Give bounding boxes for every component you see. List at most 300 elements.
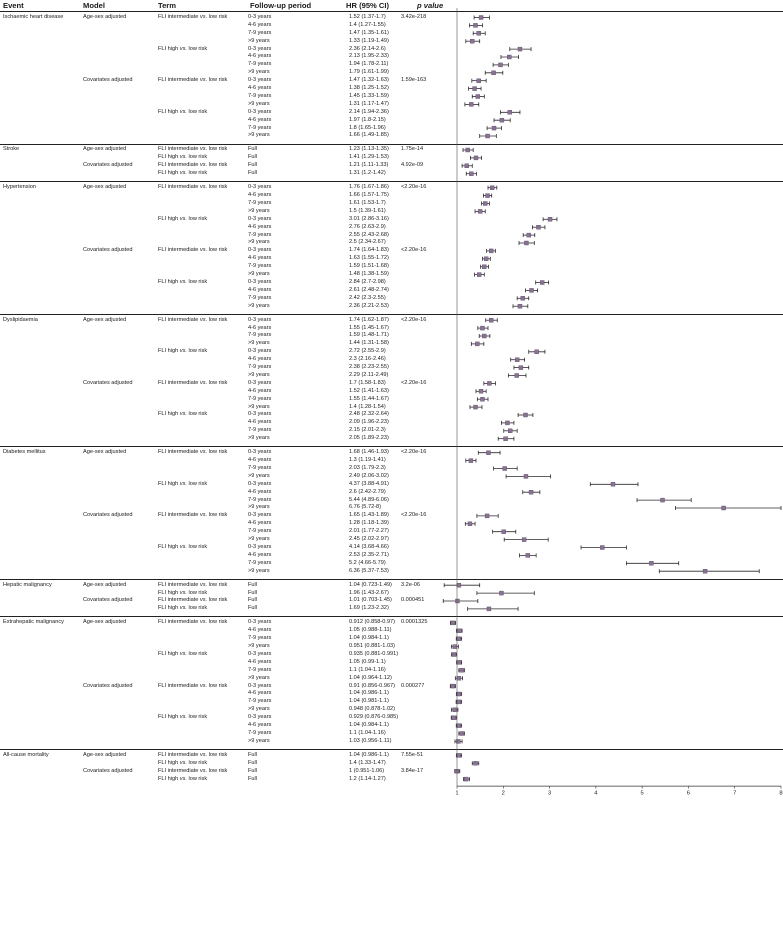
model-label: Covariates adjusted bbox=[83, 682, 133, 689]
hr-point bbox=[457, 692, 461, 696]
followup-period: 7-9 years bbox=[248, 29, 272, 36]
followup-period: 0-3 years bbox=[248, 650, 272, 657]
hr-ci-value: 1.04 (0.986-1.1) bbox=[349, 690, 389, 697]
term-label: FLI intermediate vs. low risk bbox=[158, 379, 228, 386]
hr-ci-value: 1.47 (1.35-1.61) bbox=[349, 29, 389, 36]
followup-period: 4-6 years bbox=[248, 53, 272, 60]
followup-period: 0-3 years bbox=[248, 13, 272, 20]
hr-point bbox=[504, 437, 508, 441]
header-term: Term bbox=[158, 1, 177, 10]
hr-point bbox=[469, 459, 473, 463]
hr-ci-value: 1.23 (1.13-1.35) bbox=[349, 146, 389, 153]
hr-ci-value: 1.28 (1.18-1.39) bbox=[349, 520, 389, 527]
hr-point bbox=[492, 126, 496, 130]
followup-period: 4-6 years bbox=[248, 192, 272, 198]
hr-point bbox=[484, 257, 488, 261]
hr-ci-value: 0.912 (0.858-0.97) bbox=[349, 619, 396, 626]
hr-point bbox=[515, 374, 519, 378]
term-label: FLI high vs. low risk bbox=[158, 480, 208, 487]
hr-point bbox=[524, 413, 528, 417]
hr-point bbox=[469, 172, 473, 176]
hr-point bbox=[529, 490, 533, 494]
event-label: Diabetes mellitus bbox=[3, 449, 46, 456]
hr-point bbox=[452, 716, 456, 720]
followup-period: 0-3 years bbox=[248, 215, 272, 222]
hr-ci-value: 2.09 (1.96-2.23) bbox=[349, 419, 389, 426]
p-value: <2.20e-16 bbox=[401, 316, 427, 323]
hr-ci-value: 2.36 (2.14-2.6) bbox=[349, 45, 386, 52]
hr-point bbox=[457, 676, 461, 680]
hr-point bbox=[457, 583, 461, 587]
hr-point bbox=[530, 288, 534, 292]
followup-period: Full bbox=[248, 605, 258, 612]
term-label: FLI intermediate vs. low risk bbox=[158, 162, 228, 169]
followup-period: >9 years bbox=[248, 132, 270, 139]
hr-ci-value: 2.38 (2.23-2.55) bbox=[349, 364, 389, 370]
term-label: FLI intermediate vs. low risk bbox=[158, 512, 228, 519]
hr-ci-value: 2.55 (2.43-2.68) bbox=[349, 231, 389, 238]
followup-period: 4-6 years bbox=[248, 286, 272, 293]
followup-period: 4-6 years bbox=[248, 387, 272, 394]
hr-point bbox=[477, 31, 481, 35]
hr-ci-value: 1.52 (1.37-1.7) bbox=[349, 13, 386, 20]
hr-ci-value: 1.45 (1.33-1.59) bbox=[349, 92, 389, 99]
model-label: Age-sex adjusted bbox=[83, 619, 127, 626]
hr-point bbox=[468, 522, 472, 526]
hr-ci-value: 1.94 (1.78-2.11) bbox=[349, 61, 389, 68]
hr-point bbox=[479, 16, 483, 20]
followup-period: 0-3 years bbox=[248, 316, 272, 323]
p-value: <2.20e-16 bbox=[401, 512, 427, 519]
hr-point bbox=[457, 753, 461, 757]
x-tick-label: 1 bbox=[455, 790, 459, 797]
hr-point bbox=[460, 668, 464, 672]
term-label: FLI high vs. low risk bbox=[158, 759, 208, 766]
hr-point bbox=[489, 318, 493, 322]
followup-period: 7-9 years bbox=[248, 124, 272, 131]
hr-ci-value: 2.15 (2.01-2.3) bbox=[349, 427, 386, 434]
hr-ci-value: 5.2 (4.66-5.79) bbox=[349, 559, 386, 566]
hr-point bbox=[460, 732, 464, 736]
model-label: Covariates adjusted bbox=[83, 597, 133, 604]
followup-period: 7-9 years bbox=[248, 635, 272, 642]
hr-ci-value: 1.96 (1.43-2.67) bbox=[349, 589, 389, 596]
hr-ci-value: 1.61 (1.53-1.7) bbox=[349, 199, 386, 206]
hr-point bbox=[518, 47, 522, 51]
followup-period: 4-6 years bbox=[248, 457, 272, 463]
hr-point bbox=[487, 381, 491, 385]
hr-ci-value: 1.63 (1.55-1.72) bbox=[349, 255, 389, 262]
followup-period: Full bbox=[248, 589, 258, 596]
hr-point bbox=[464, 777, 468, 781]
hr-ci-value: 1.1 (1.04-1.16) bbox=[349, 729, 386, 736]
term-label: FLI high vs. low risk bbox=[158, 411, 208, 418]
p-value: <2.20e-16 bbox=[401, 247, 427, 254]
followup-period: 0-3 years bbox=[248, 348, 272, 355]
hr-point bbox=[478, 209, 482, 213]
hr-ci-value: 1.03 (0.956-1.11) bbox=[349, 737, 392, 744]
hr-ci-value: 1.4 (1.27-1.55) bbox=[349, 21, 386, 28]
followup-period: >9 years bbox=[248, 207, 270, 214]
hr-point bbox=[703, 569, 707, 573]
followup-period: Full bbox=[248, 146, 258, 153]
hr-point bbox=[474, 156, 478, 160]
term-label: FLI intermediate vs. low risk bbox=[158, 597, 228, 604]
term-label: FLI high vs. low risk bbox=[158, 278, 208, 285]
followup-period: 0-3 years bbox=[248, 714, 272, 721]
event-label: Stroke bbox=[3, 146, 20, 153]
model-label: Age-sex adjusted bbox=[83, 146, 127, 153]
x-tick-label: 6 bbox=[686, 790, 691, 797]
hr-ci-value: 1.59 (1.48-1.71) bbox=[349, 332, 389, 339]
hr-point bbox=[487, 607, 491, 611]
followup-period: 4-6 years bbox=[248, 488, 272, 495]
hr-ci-value: 0.951 (0.881-1.03) bbox=[349, 643, 396, 649]
hr-ci-value: 0.935 (0.881-0.991) bbox=[349, 650, 399, 657]
hr-ci-value: 1.04 (0.986-1.1) bbox=[349, 751, 389, 758]
p-value: 3.84e-17 bbox=[401, 767, 424, 774]
hr-point bbox=[502, 530, 506, 534]
event-label: Ischaemic heart disease bbox=[3, 13, 64, 20]
followup-period: 4-6 years bbox=[248, 551, 272, 558]
followup-period: 4-6 years bbox=[248, 116, 272, 123]
hr-point bbox=[524, 241, 528, 245]
hr-point bbox=[611, 482, 615, 486]
hr-ci-value: 1.04 (0.964-1.12) bbox=[349, 674, 392, 681]
hr-point bbox=[452, 653, 456, 657]
hr-ci-value: 1.31 (1.17-1.47) bbox=[349, 100, 389, 107]
followup-period: 0-3 years bbox=[248, 512, 272, 519]
followup-period: Full bbox=[248, 759, 258, 766]
followup-period: Full bbox=[248, 751, 258, 758]
followup-period: 7-9 years bbox=[248, 199, 272, 206]
hr-ci-value: 2.76 (2.63-2.9) bbox=[349, 223, 386, 230]
x-tick-label: 7 bbox=[733, 790, 737, 797]
hr-point bbox=[485, 514, 489, 518]
followup-period: 0-3 years bbox=[248, 543, 272, 550]
term-label: FLI intermediate vs. low risk bbox=[158, 247, 228, 254]
hr-point bbox=[508, 110, 512, 114]
hr-ci-value: 2.61 (2.48-2.74) bbox=[349, 286, 389, 293]
model-label: Covariates adjusted bbox=[83, 162, 133, 169]
hr-ci-value: 1 (0.951-1.06) bbox=[349, 767, 385, 774]
model-label: Age-sex adjusted bbox=[83, 581, 127, 588]
hr-point bbox=[499, 591, 503, 595]
followup-period: 4-6 years bbox=[248, 255, 272, 262]
hr-ci-value: 1.04 (0.981-1.1) bbox=[349, 698, 389, 705]
followup-period: >9 years bbox=[248, 472, 270, 479]
header-followup: Follow-up period bbox=[250, 1, 312, 10]
followup-period: Full bbox=[248, 767, 258, 774]
term-label: FLI intermediate vs. low risk bbox=[158, 449, 228, 456]
hr-point bbox=[457, 637, 461, 641]
hr-ci-value: 1.04 (0.984-1.1) bbox=[349, 635, 389, 642]
followup-period: 4-6 years bbox=[248, 722, 272, 728]
hr-point bbox=[455, 599, 459, 603]
hr-point bbox=[482, 334, 486, 338]
hr-ci-value: 0.91 (0.856-0.967) bbox=[349, 682, 396, 689]
x-tick-label: 3 bbox=[547, 790, 552, 797]
p-value: 1.75e-14 bbox=[401, 146, 424, 153]
followup-period: 7-9 years bbox=[248, 395, 272, 402]
followup-period: >9 years bbox=[248, 100, 270, 107]
header-pvalue: p value bbox=[417, 1, 444, 10]
hr-point bbox=[600, 546, 604, 550]
term-label: FLI high vs. low risk bbox=[158, 543, 208, 550]
hr-point bbox=[477, 79, 481, 83]
header-hr: HR (95% CI) bbox=[346, 1, 390, 10]
term-label: FLI intermediate vs. low risk bbox=[158, 682, 228, 689]
model-label: Age-sex adjusted bbox=[83, 449, 127, 456]
hr-ci-value: 2.6 (2.42-2.79) bbox=[349, 488, 386, 495]
followup-period: >9 years bbox=[248, 706, 270, 713]
hr-ci-value: 0.929 (0.876-0.985) bbox=[349, 714, 399, 721]
header-model: Model bbox=[83, 1, 105, 10]
event-label: All-cause mortality bbox=[3, 751, 49, 758]
followup-period: 0-3 years bbox=[248, 108, 272, 115]
followup-period: 4-6 years bbox=[248, 520, 272, 527]
hr-point bbox=[483, 202, 487, 206]
model-label: Covariates adjusted bbox=[83, 379, 133, 386]
followup-period: 7-9 years bbox=[248, 528, 272, 535]
hr-ci-value: 1.8 (1.65-1.96) bbox=[349, 124, 386, 131]
hr-ci-value: 2.45 (2.02-2.97) bbox=[349, 536, 389, 542]
term-label: FLI high vs. low risk bbox=[158, 154, 208, 161]
followup-period: Full bbox=[248, 154, 258, 161]
hr-ci-value: 4.37 (3.88-4.91) bbox=[349, 480, 389, 487]
followup-period: >9 years bbox=[248, 371, 270, 378]
followup-period: 7-9 years bbox=[248, 427, 272, 434]
p-value: 0.000451 bbox=[401, 597, 425, 604]
hr-point bbox=[451, 684, 455, 688]
followup-period: 4-6 years bbox=[248, 324, 272, 331]
hr-ci-value: 1.74 (1.64-1.83) bbox=[349, 247, 389, 254]
p-value: <2.20e-16 bbox=[401, 379, 427, 386]
followup-period: >9 years bbox=[248, 674, 270, 681]
followup-period: 4-6 years bbox=[248, 21, 272, 28]
followup-period: 7-9 years bbox=[248, 666, 272, 673]
term-label: FLI high vs. low risk bbox=[158, 215, 208, 222]
hr-point bbox=[457, 700, 461, 704]
hr-point bbox=[477, 273, 481, 277]
followup-period: 7-9 years bbox=[248, 496, 272, 503]
model-label: Covariates adjusted bbox=[83, 247, 133, 254]
p-value: 0.0001325 bbox=[401, 619, 428, 626]
hr-ci-value: 1.44 (1.31-1.58) bbox=[349, 340, 389, 347]
hr-ci-value: 2.5 (2.34-2.67) bbox=[349, 239, 386, 246]
term-label: FLI high vs. low risk bbox=[158, 108, 208, 115]
followup-period: >9 years bbox=[248, 271, 270, 277]
p-value: <2.20e-16 bbox=[401, 449, 427, 456]
hr-ci-value: 1.4 (1.28-1.54) bbox=[349, 403, 386, 410]
followup-period: 7-9 years bbox=[248, 729, 272, 736]
followup-period: Full bbox=[248, 775, 258, 782]
hr-ci-value: 2.53 (2.35-2.71) bbox=[349, 551, 389, 558]
term-label: FLI high vs. low risk bbox=[158, 348, 208, 355]
hr-point bbox=[661, 498, 665, 502]
hr-point bbox=[489, 249, 493, 253]
hr-ci-value: 1.97 (1.8-2.15) bbox=[349, 116, 386, 123]
hr-point bbox=[505, 421, 509, 425]
hr-ci-value: 2.03 (1.79-2.3) bbox=[349, 464, 386, 471]
hr-ci-value: 1.5 (1.39-1.61) bbox=[349, 207, 386, 214]
model-label: Age-sex adjusted bbox=[83, 316, 127, 323]
model-label: Covariates adjusted bbox=[83, 77, 133, 84]
hr-ci-value: 1.69 (1.23-2.32) bbox=[349, 605, 389, 612]
p-value: 1.59e-163 bbox=[401, 77, 427, 84]
hr-point bbox=[476, 95, 480, 99]
x-tick-label: 5 bbox=[640, 790, 644, 797]
hr-ci-value: 2.01 (1.77-2.27) bbox=[349, 528, 389, 535]
hr-ci-value: 5.44 (4.89-6.06) bbox=[349, 496, 389, 503]
followup-period: >9 years bbox=[248, 435, 270, 442]
hr-ci-value: 1.65 (1.43-1.89) bbox=[349, 512, 389, 519]
followup-period: >9 years bbox=[248, 567, 270, 574]
followup-period: >9 years bbox=[248, 37, 270, 44]
hr-ci-value: 1.52 (1.41-1.63) bbox=[349, 387, 389, 394]
hr-point bbox=[470, 39, 474, 43]
hr-ci-value: 2.05 (1.89-2.23) bbox=[349, 435, 389, 442]
followup-period: 4-6 years bbox=[248, 356, 272, 363]
followup-period: 7-9 years bbox=[248, 364, 272, 370]
model-label: Age-sex adjusted bbox=[83, 184, 127, 191]
followup-period: 0-3 years bbox=[248, 278, 272, 285]
term-label: FLI intermediate vs. low risk bbox=[158, 619, 228, 626]
followup-period: 0-3 years bbox=[248, 45, 272, 52]
followup-period: >9 years bbox=[248, 643, 270, 649]
hr-point bbox=[457, 724, 461, 728]
hr-point bbox=[519, 366, 523, 370]
hr-ci-value: 1.04 (0.984-1.1) bbox=[349, 722, 389, 728]
followup-period: >9 years bbox=[248, 340, 270, 347]
hr-ci-value: 2.49 (2.06-3.02) bbox=[349, 472, 389, 479]
term-label: FLI high vs. low risk bbox=[158, 775, 208, 782]
model-label: Age-sex adjusted bbox=[83, 13, 127, 20]
hr-ci-value: 1.47 (1.32-1.63) bbox=[349, 77, 389, 84]
model-label: Covariates adjusted bbox=[83, 512, 133, 519]
term-label: FLI high vs. low risk bbox=[158, 605, 208, 612]
hr-point bbox=[535, 350, 539, 354]
followup-period: 4-6 years bbox=[248, 690, 272, 697]
hr-point bbox=[486, 451, 490, 455]
followup-period: 4-6 years bbox=[248, 627, 272, 634]
hr-point bbox=[480, 326, 484, 330]
hr-ci-value: 1.41 (1.29-1.53) bbox=[349, 154, 389, 161]
followup-period: 0-3 years bbox=[248, 682, 272, 689]
followup-period: >9 years bbox=[248, 504, 270, 511]
term-label: FLI intermediate vs. low risk bbox=[158, 581, 228, 588]
hr-point bbox=[649, 561, 653, 565]
hr-point bbox=[518, 304, 522, 308]
term-label: FLI intermediate vs. low risk bbox=[158, 146, 228, 153]
hr-point bbox=[451, 621, 455, 625]
hr-point bbox=[480, 397, 484, 401]
hr-point bbox=[482, 265, 486, 269]
hr-point bbox=[536, 225, 540, 229]
hr-ci-value: 4.14 (3.68-4.66) bbox=[349, 543, 389, 550]
hr-point bbox=[474, 23, 478, 27]
followup-period: Full bbox=[248, 581, 258, 588]
hr-ci-value: 1.01 (0.703-1.45) bbox=[349, 597, 392, 604]
hr-ci-value: 1.55 (1.45-1.67) bbox=[349, 324, 389, 331]
followup-period: 7-9 years bbox=[248, 698, 272, 705]
term-label: FLI high vs. low risk bbox=[158, 650, 208, 657]
hr-ci-value: 2.84 (2.7-2.98) bbox=[349, 278, 386, 285]
hr-ci-value: 0.948 (0.878-1.02) bbox=[349, 706, 396, 713]
term-label: FLI intermediate vs. low risk bbox=[158, 751, 228, 758]
hr-point bbox=[548, 217, 552, 221]
hr-point bbox=[465, 164, 469, 168]
hr-point bbox=[499, 63, 503, 67]
term-label: FLI high vs. low risk bbox=[158, 714, 208, 721]
p-value: 7.55e-51 bbox=[401, 751, 424, 758]
hr-ci-value: 1.2 (1.14-1.27) bbox=[349, 775, 386, 782]
hr-point bbox=[527, 233, 531, 237]
hr-point bbox=[486, 134, 490, 138]
followup-period: >9 years bbox=[248, 239, 270, 246]
p-value: 3.42e-218 bbox=[401, 13, 427, 20]
followup-period: Full bbox=[248, 170, 258, 177]
hr-ci-value: 1.59 (1.51-1.68) bbox=[349, 263, 389, 270]
hr-ci-value: 1.31 (1.2-1.42) bbox=[349, 170, 386, 177]
followup-period: >9 years bbox=[248, 737, 270, 744]
hr-ci-value: 6.76 (5.72-8) bbox=[349, 504, 382, 511]
followup-period: 0-3 years bbox=[248, 449, 272, 456]
hr-ci-value: 1.3 (1.19-1.41) bbox=[349, 457, 386, 463]
p-value: <2.20e-16 bbox=[401, 184, 427, 191]
hr-point bbox=[507, 55, 511, 59]
hr-point bbox=[722, 506, 726, 510]
hr-point bbox=[473, 87, 477, 91]
term-label: FLI high vs. low risk bbox=[158, 170, 208, 177]
hr-point bbox=[466, 148, 470, 152]
hr-ci-value: 2.42 (2.3-2.55) bbox=[349, 294, 386, 301]
followup-period: >9 years bbox=[248, 302, 270, 309]
followup-period: 0-3 years bbox=[248, 379, 272, 386]
model-label: Covariates adjusted bbox=[83, 767, 133, 774]
hr-ci-value: 1.1 (1.04-1.16) bbox=[349, 666, 386, 673]
term-label: FLI high vs. low risk bbox=[158, 45, 208, 52]
followup-period: 7-9 years bbox=[248, 263, 272, 270]
hr-ci-value: 1.33 (1.19-1.49) bbox=[349, 37, 389, 44]
hr-ci-value: 2.72 (2.55-2.9) bbox=[349, 348, 386, 355]
followup-period: Full bbox=[248, 597, 258, 604]
hr-point bbox=[508, 429, 512, 433]
followup-period: 4-6 years bbox=[248, 223, 272, 230]
hr-ci-value: 1.79 (1.61-1.99) bbox=[349, 69, 389, 76]
hr-point bbox=[515, 358, 519, 362]
followup-period: 4-6 years bbox=[248, 419, 272, 426]
hr-point bbox=[540, 281, 544, 285]
hr-ci-value: 1.66 (1.49-1.85) bbox=[349, 132, 389, 139]
hr-point bbox=[521, 296, 525, 300]
term-label: FLI intermediate vs. low risk bbox=[158, 77, 228, 84]
hr-ci-value: 1.38 (1.25-1.52) bbox=[349, 85, 389, 91]
hr-point bbox=[453, 708, 457, 712]
hr-ci-value: 1.05 (0.99-1.1) bbox=[349, 658, 386, 665]
hr-point bbox=[500, 118, 504, 122]
hr-point bbox=[469, 102, 473, 106]
hr-ci-value: 1.05 (0.988-1.11) bbox=[349, 627, 392, 634]
hr-ci-value: 2.14 (1.94-2.36) bbox=[349, 108, 389, 115]
hr-point bbox=[526, 553, 530, 557]
x-tick-label: 4 bbox=[594, 790, 598, 797]
hr-point bbox=[503, 467, 507, 471]
header-event: Event bbox=[3, 1, 24, 10]
hr-ci-value: 3.01 (2.86-3.16) bbox=[349, 215, 389, 222]
hr-point bbox=[479, 389, 483, 393]
hr-point bbox=[453, 645, 457, 649]
